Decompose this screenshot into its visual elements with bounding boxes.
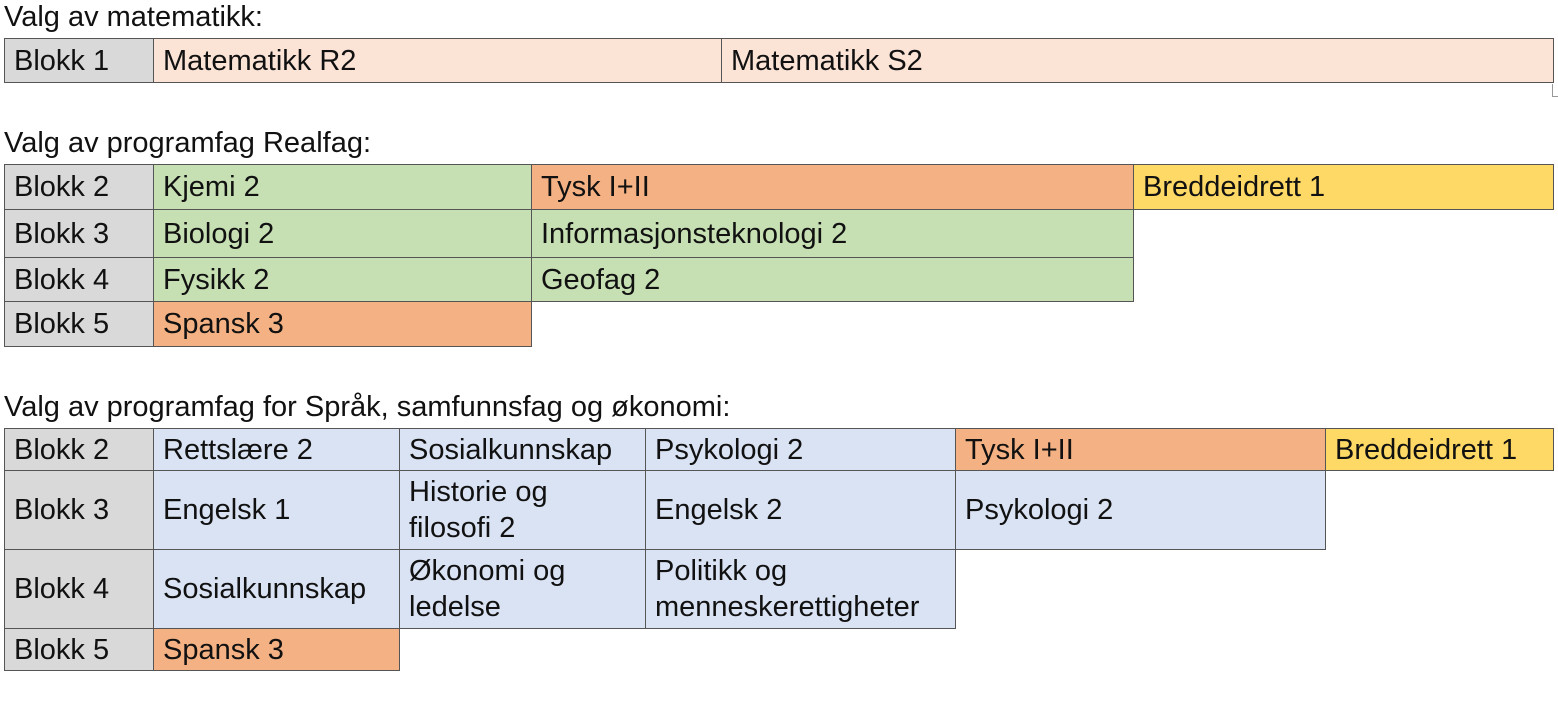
realfag-block-label: Blokk 4 bbox=[4, 257, 154, 302]
realfag-block-label: Blokk 2 bbox=[4, 164, 154, 210]
sprak-course-cell[interactable]: Sosialkunnskap bbox=[399, 428, 646, 471]
sprak-block-label: Blokk 5 bbox=[4, 628, 154, 671]
cell-line: Historie og bbox=[409, 476, 548, 508]
math-option-s2[interactable]: Matematikk S2 bbox=[721, 38, 1554, 83]
cell-line: menneskerettigheter bbox=[655, 591, 920, 623]
sprak-block-label: Blokk 3 bbox=[4, 470, 154, 550]
cell-line: ledelse bbox=[409, 591, 501, 623]
sprak-course-cell[interactable]: Breddeidrett 1 bbox=[1325, 428, 1554, 471]
realfag-course-cell[interactable]: Fysikk 2 bbox=[153, 257, 532, 302]
cell-line: filosofi 2 bbox=[409, 512, 516, 544]
sprak-course-cell[interactable]: Rettslære 2 bbox=[153, 428, 400, 471]
sprak-course-cell-wrapped[interactable] bbox=[399, 470, 646, 550]
sprak-course-cell-wrapped[interactable] bbox=[645, 549, 956, 629]
sprak-course-cell[interactable]: Sosialkunnskap bbox=[153, 549, 400, 629]
realfag-course-cell[interactable]: Geofag 2 bbox=[531, 257, 1134, 302]
sprak-course-cell[interactable]: Tysk I+II bbox=[955, 428, 1326, 471]
sprak-course-cell[interactable]: Psykologi 2 bbox=[955, 470, 1326, 550]
sprak-course-cell[interactable]: Spansk 3 bbox=[153, 628, 400, 671]
sprak-course-cell-wrapped[interactable] bbox=[399, 549, 646, 629]
math-option-r2[interactable]: Matematikk R2 bbox=[153, 38, 722, 83]
cell-line: Økonomi og bbox=[409, 555, 566, 587]
table-end-marker bbox=[1552, 84, 1558, 97]
realfag-course-cell[interactable]: Tysk I+II bbox=[531, 164, 1134, 210]
sprak-course-cell[interactable]: Engelsk 1 bbox=[153, 470, 400, 550]
realfag-block-label: Blokk 3 bbox=[4, 209, 154, 258]
realfag-course-cell[interactable]: Informasjonsteknologi 2 bbox=[531, 209, 1134, 258]
realfag-block-label: Blokk 5 bbox=[4, 301, 154, 347]
sprak-block-label: Blokk 2 bbox=[4, 428, 154, 471]
realfag-course-cell[interactable]: Kjemi 2 bbox=[153, 164, 532, 210]
math-block-label: Blokk 1 bbox=[4, 38, 154, 83]
cell-line: Politikk og bbox=[655, 555, 788, 587]
sprak-course-cell[interactable]: Psykologi 2 bbox=[645, 428, 956, 471]
realfag-course-cell[interactable]: Spansk 3 bbox=[153, 301, 532, 347]
realfag-course-cell[interactable]: Biologi 2 bbox=[153, 209, 532, 258]
sprak-course-cell[interactable]: Engelsk 2 bbox=[645, 470, 956, 550]
sprak-block-label: Blokk 4 bbox=[4, 549, 154, 629]
math-heading: Valg av matematikk: bbox=[4, 1, 263, 33]
realfag-course-cell[interactable]: Breddeidrett 1 bbox=[1133, 164, 1554, 210]
realfag-heading: Valg av programfag Realfag: bbox=[4, 127, 372, 159]
sprak-heading: Valg av programfag for Språk, samfunnsfag og økonomi: bbox=[4, 391, 731, 423]
